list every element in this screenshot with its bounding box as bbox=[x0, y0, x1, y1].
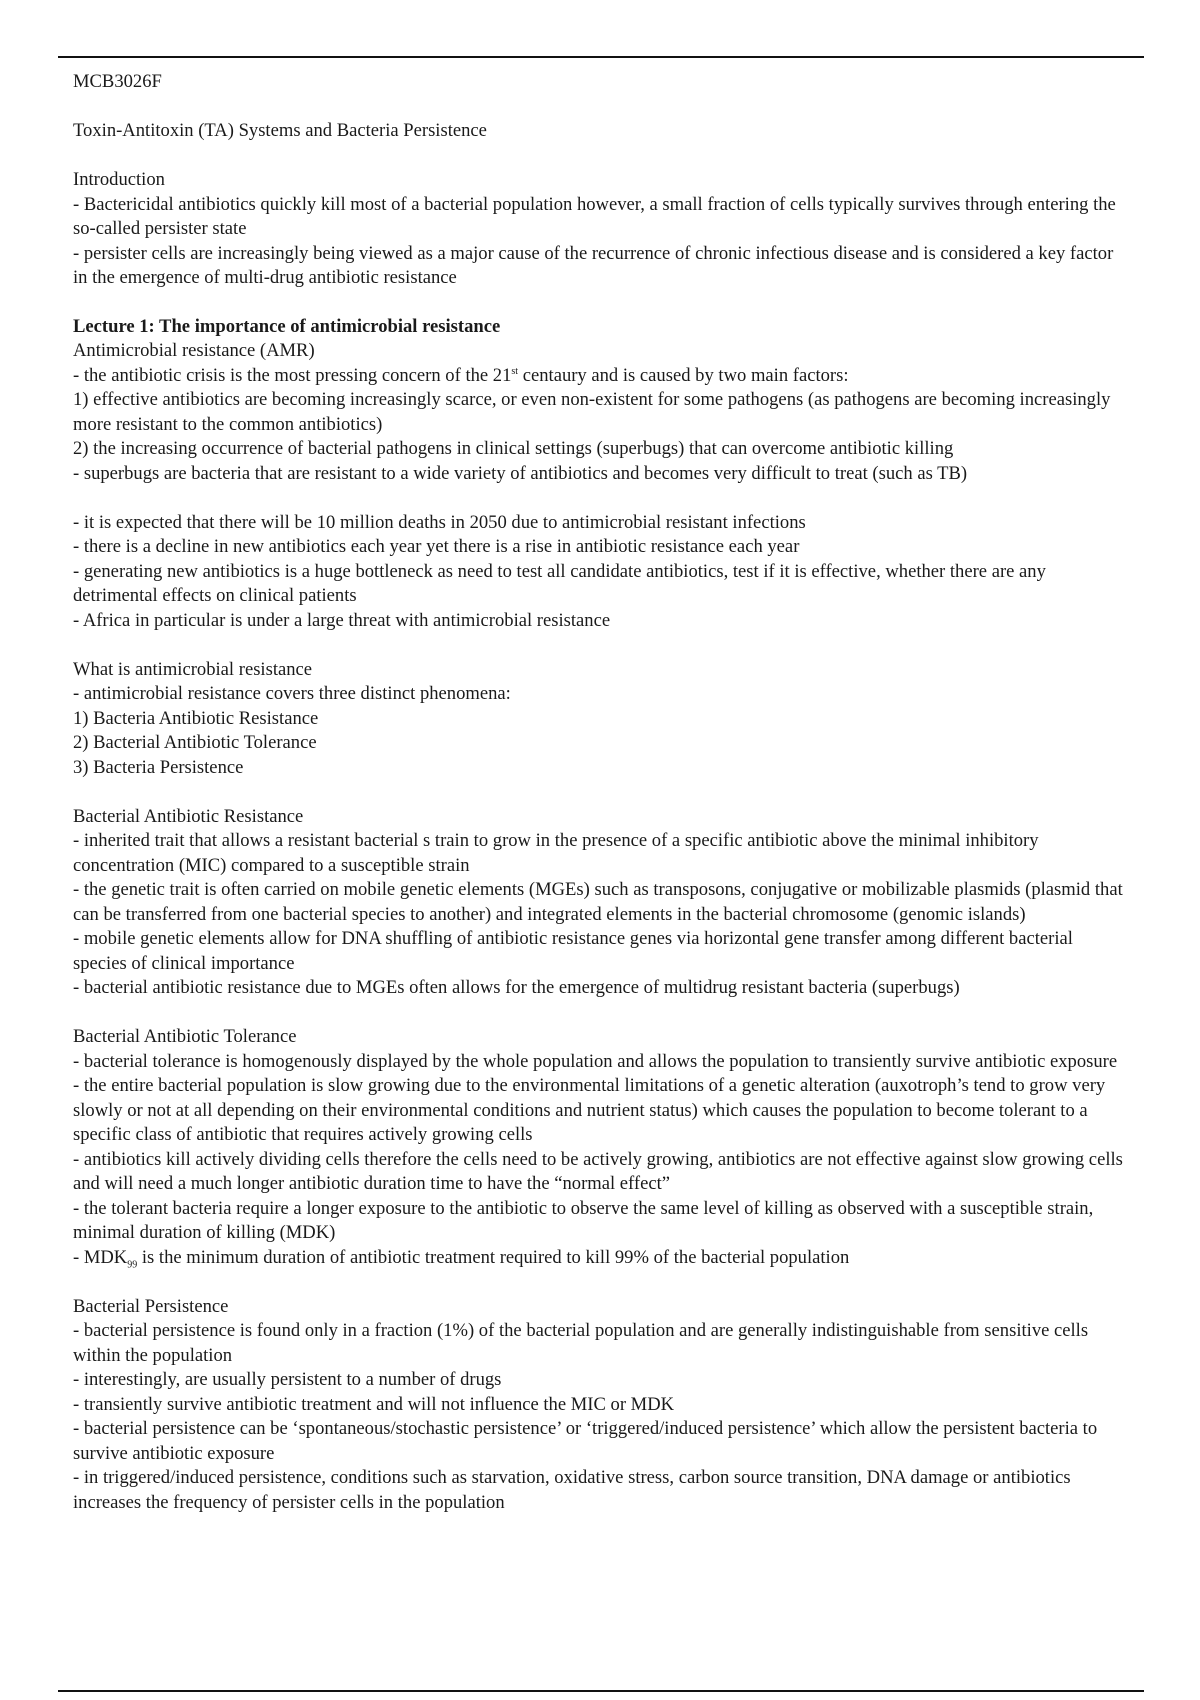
what-is-amr-heading: What is antimicrobial resistance bbox=[73, 658, 313, 680]
amr-line: - superbugs are bacteria that are resistant to a wide variety of antibiotics and becomes very difficult to treat (such as TB) bbox=[73, 462, 968, 484]
resistance-line: - the genetic trait is often carried on mobile genetic elements (MGEs) such as transposons, conjugative or mobilizable plasmids (plasmid that can be transferred from one bacterial species to another) and integrated elements in the bacterial chromosome (genomic islands) bbox=[73, 879, 1123, 925]
amr-line: 2) the increasing occurrence of bacterial pathogens in clinical settings (superbugs) that can overcome antibiotic killing bbox=[73, 438, 954, 459]
persistence-heading: Bacterial Persistence bbox=[73, 1295, 229, 1317]
intro-heading: Introduction bbox=[73, 169, 165, 190]
resistance-line: - bacterial antibiotic resistance due to MGEs often allows for the emergence of multidrug resistant bacteria (superbugs) bbox=[73, 977, 960, 998]
amr-line: 1) effective antibiotics are becoming increasingly scarce, or even non-existent for some pathogens (as pathogens are becoming increasingly more resistant to the common antibiotics) bbox=[73, 389, 1111, 435]
what-is-amr-line: 1) Bacteria Antibiotic Resistance bbox=[73, 707, 319, 729]
amr-line: - there is a decline in new antibiotics each year yet there is a rise in antibiotic resistance each year bbox=[73, 536, 800, 557]
tolerance-heading: Bacterial Antibiotic Tolerance bbox=[73, 1026, 297, 1047]
document-page bbox=[73, 70, 1129, 1515]
resistance-line: - mobile genetic elements allow for DNA shuffling of antibiotic resistance genes via horizontal gene transfer among different bacterial species of clinical importance bbox=[73, 928, 1073, 974]
amr-subheading: Antimicrobial resistance (AMR) bbox=[73, 340, 315, 361]
lecture-heading: Lecture 1: The importance of antimicrobial resistance bbox=[73, 315, 501, 337]
what-is-amr-line: 2) Bacterial Antibiotic Tolerance bbox=[73, 732, 317, 753]
what-is-amr-line: - antimicrobial resistance covers three distinct phenomena: bbox=[73, 683, 511, 704]
persistence-line: - interestingly, are usually persistent to a number of drugs bbox=[73, 1369, 502, 1390]
top-rule bbox=[58, 56, 1144, 58]
crisis-line: - the antibiotic crisis is the most pressing concern of the 21st centaury and is caused by two main factors: bbox=[73, 364, 849, 386]
mdk-line: - $MDK_{99}$ is the minimum duration of antibiotic treatment required to kill 99% of the bacterial population bbox=[73, 1246, 850, 1271]
persistence-line: - transiently survive antibiotic treatment and will not influence the MIC or MDK bbox=[73, 1393, 675, 1415]
tolerance-line: - bacterial tolerance is homogenously displayed by the whole population and allows the population to transiently survive antibiotic exposure bbox=[73, 1050, 1118, 1072]
amr-line: - generating new antibiotics is a huge bottleneck as need to test all candidate antibiotics, test if it is effective, whether there are any detrimental effects on clinical patients bbox=[73, 560, 1046, 606]
persistence-line: - in triggered/induced persistence, conditions such as starvation, oxidative stress, carbon source transition, DNA damage or antibiotics increases the frequency of persister cells in the population bbox=[73, 1467, 1071, 1513]
intro-line: - persister cells are increasingly being viewed as a major cause of the recurrence of chronic infectious disease and is considered a key factor in the emergence of multi-drug antibiotic resistance bbox=[73, 242, 1114, 288]
bottom-rule bbox=[58, 1690, 1144, 1692]
tolerance-line: - antibiotics kill actively dividing cells therefore the cells need to be actively growing, antibiotics are not effective against slow growing cells and will need a much longer antibiotic duration time to have the “normal effect” bbox=[73, 1148, 1123, 1194]
superscript-st: st bbox=[511, 365, 519, 377]
what-is-amr-line: 3) Bacteria Persistence bbox=[73, 756, 244, 778]
amr-line: - it is expected that there will be 10 million deaths in 2050 due to antimicrobial resistant infections bbox=[73, 511, 806, 533]
persistence-line: - bacterial persistence can be ‘spontaneous/stochastic persistence’ or ‘triggered/induced persistence’ which allow the persistent bacteria to survive antibiotic exposure bbox=[73, 1418, 1098, 1464]
amr-line: - Africa in particular is under a large threat with antimicrobial resistance bbox=[73, 609, 611, 631]
intro-line: - Bactericidal antibiotics quickly kill most of a bacterial population however, a small fraction of cells typically survives through entering the so-called persister state bbox=[73, 193, 1116, 239]
document-title: Toxin-Antitoxin (TA) Systems and Bacteria Persistence bbox=[73, 120, 487, 141]
persistence-line: - bacterial persistence is found only in a fraction (1%) of the bacterial population and are generally indistinguishable from sensitive cells within the population bbox=[73, 1320, 1089, 1366]
resistance-line: - inherited trait that allows a resistant bacterial s train to grow in the presence of a specific antibiotic above the minimal inhibitory concentration (MIC) compared to a susceptible strain bbox=[73, 830, 1039, 876]
course-code: MCB3026F bbox=[73, 71, 162, 92]
tolerance-line: - the tolerant bacteria require a longer exposure to the antibiotic to observe the same level of killing as observed with a susceptible strain, minimal duration of killing (MDK) bbox=[73, 1197, 1094, 1243]
resistance-heading: Bacterial Antibiotic Resistance bbox=[73, 805, 304, 827]
subscript-99: 99 bbox=[127, 1259, 138, 1271]
tolerance-line: - the entire bacterial population is slow growing due to the environmental limitations of a genetic alteration (auxotroph’s tend to grow very slowly or not at all depending on their environmental conditions and nutrient status) which causes the population to become tolerant to a specific class of antibiotic that requires actively growing cells bbox=[73, 1075, 1106, 1145]
